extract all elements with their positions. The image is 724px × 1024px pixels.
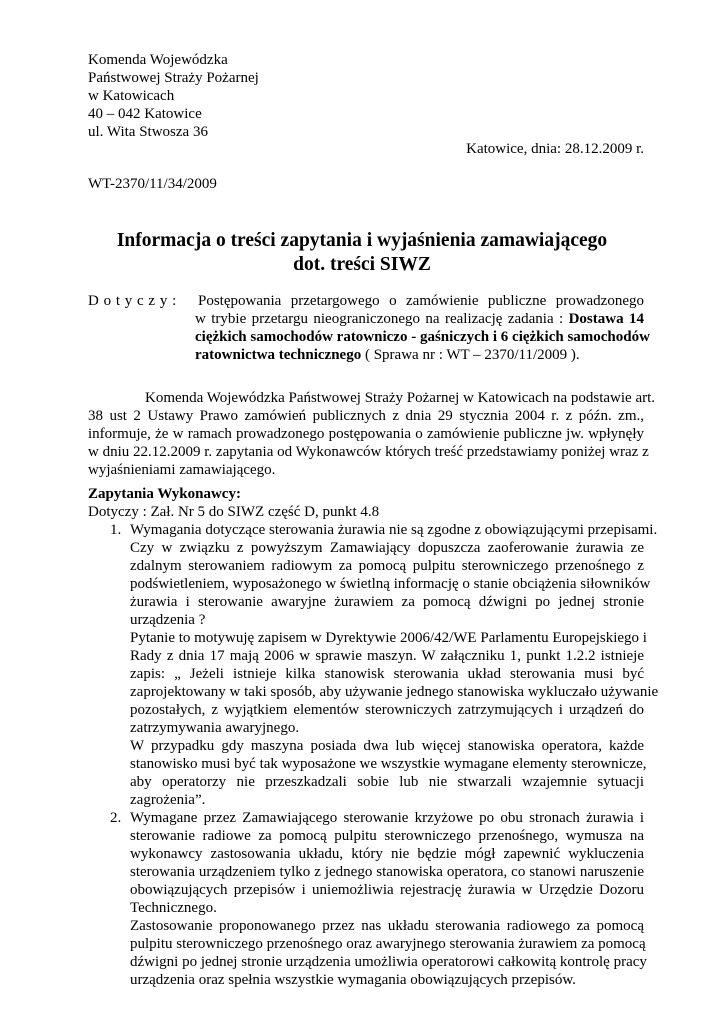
- regarding-line: Postępowania przetargowego o zamówienie publiczne prowadzonego: [198, 293, 644, 309]
- regarding-line-bold: Dostawa 14: [568, 311, 644, 327]
- list-item-number: 1.: [110, 522, 122, 538]
- list-item-line: Wymagania dotyczące sterowania żurawia nie są zgodne z obowiązującymi przepisami.: [130, 522, 658, 538]
- list-item-line: stanowisko musi być tak wyposażone we wszystkie wymagane elementy sterownicze,: [130, 756, 647, 772]
- list-item-line: urządzenia oraz spełnia wszystkie wymagania obowiązujących przepisów.: [130, 972, 576, 988]
- list-item-line: pulpitu sterowniczego przenośnego oraz awaryjnego sterowania żurawiem za pomocą: [130, 936, 646, 952]
- sender-line: Komenda Wojewódzka: [88, 52, 228, 68]
- questions-subject: Dotyczy : Zał. Nr 5 do SIWZ część D, punkt 4.8: [88, 504, 380, 520]
- list-item-line: aby operatorzy nie przeszkadzali sobie lub nie stwarzali wzajemnie sytuacji: [130, 774, 644, 790]
- questions-heading: Zapytania Wykonawcy:: [88, 486, 241, 502]
- list-item-line: sterowanie radiowe za pomocą pulpitu sterowniczego przenośnego, wymusza na: [130, 828, 644, 844]
- document-title-line2: dot. treści SIWZ: [293, 254, 431, 275]
- list-item-line: pozostałych, z wyjątkiem elementów sterowniczych zatrzymujących i urządzeń do: [130, 702, 644, 718]
- regarding-label: D o t y c z y :: [88, 293, 177, 309]
- list-item-line: dźwigni po jednej stronie urządzenia umożliwia operatorowi całkowitą kontrolę pracy: [130, 954, 647, 970]
- list-item-line: zagrożenia”.: [130, 792, 206, 808]
- reference-number: WT-2370/11/34/2009: [88, 176, 217, 192]
- document-date: Katowice, dnia: 28.12.2009 r.: [466, 141, 644, 157]
- regarding-line-text: ( Sprawa nr : WT – 2370/11/2009 ).: [361, 347, 580, 363]
- list-item-line: Wymagane przez Zamawiającego sterowanie krzyżowe po obu stronach żurawia i: [130, 810, 644, 826]
- intro-line: 38 ust 2 Ustawy Prawo zamówień publicznych z dnia 29 stycznia 2004 r. z późn. zm.,: [88, 408, 644, 424]
- list-item-line: urządzenia ?: [130, 612, 206, 628]
- list-item-line: podświetleniem, wyposażonego w świetlną informację o stanie obciążenia siłowników: [130, 576, 651, 592]
- list-item-line: Rady z dnia 17 mają 2006 w sprawie maszyn. W załączniku 1, punkt 1.2.2 istnieje: [130, 648, 644, 664]
- list-item-line: zapis: „ Jeżeli istnieje kilka stanowisk sterowania układ sterowania musi być: [130, 666, 644, 682]
- list-item-line: zdalnym sterowaniem radiowym za pomocą pulpitu sterowniczego przenośnego z: [130, 558, 644, 574]
- list-item-line: Technicznego.: [130, 900, 217, 916]
- intro-line: w dniu 22.12.2009 r. zapytania od Wykonawców których treść przedstawiamy poniżej wraz z: [88, 444, 649, 460]
- list-item-line: wykonawcy zastosowania układu, który nie będzie mógł zapewnić wykluczenia: [130, 846, 644, 862]
- list-item-line: sterowania urządzeniem tylko z jednego stanowiska operatora, co stanowi naruszenie: [130, 864, 644, 880]
- intro-line: informuje, że w ramach prowadzonego postępowania o zamówienie publiczne jw. wpłynęły: [88, 426, 644, 442]
- intro-line: Komenda Wojewódzka Państwowej Straży Pożarnej w Katowicach na podstawie art.: [145, 390, 656, 406]
- regarding-line-bold: ratownictwa technicznego: [195, 347, 362, 363]
- sender-line: Państwowej Straży Pożarnej: [88, 70, 259, 86]
- list-item-line: zatrzymywania awaryjnego.: [130, 720, 300, 736]
- regarding-line: ciężkich samochodów ratowniczo - gaśniczych i 6 ciężkich samochodów: [195, 329, 650, 345]
- list-item-line: Pytanie to motywuję zapisem w Dyrektywie 2006/42/WE Parlamentu Europejskiego i: [130, 630, 647, 646]
- intro-line: wyjaśnieniami zamawiającego.: [88, 462, 276, 478]
- regarding-line: [195, 346, 580, 364]
- sender-line: 40 – 042 Katowice: [88, 106, 202, 122]
- document-title: Informacja o treści zapytania i wyjaśnienia zamawiającego: [116, 230, 608, 251]
- list-item-line: obowiązujących przepisów i uniemożliwia rejestrację żurawia w Urzędzie Dozoru: [130, 882, 644, 898]
- list-item-number: 2.: [110, 810, 122, 826]
- list-item-line: Zastosowanie proponowanego przez nas układu sterowania radiowego za pomocą: [130, 918, 644, 934]
- sender-line: w Katowicach: [88, 88, 175, 104]
- sender-line: ul. Wita Stwosza 36: [88, 124, 208, 140]
- list-item-line: Czy w związku z powyższym Zamawiający dopuszcza zaoferowanie żurawia ze: [130, 540, 644, 556]
- regarding-line-text: w trybie przetargu nieograniczonego na realizację zadania :: [195, 311, 569, 327]
- regarding-line: [195, 310, 644, 328]
- list-item-line: zaprojektowany w taki sposób, aby używanie jednego stanowiska wykluczało używanie: [130, 684, 659, 700]
- list-item-line: W przypadku gdy maszyna posiada dwa lub więcej stanowiska operatora, każde: [130, 738, 644, 754]
- list-item-line: żurawia i sterowanie awaryjne żurawiem za pomocą dźwigni po jednej stronie: [130, 594, 644, 610]
